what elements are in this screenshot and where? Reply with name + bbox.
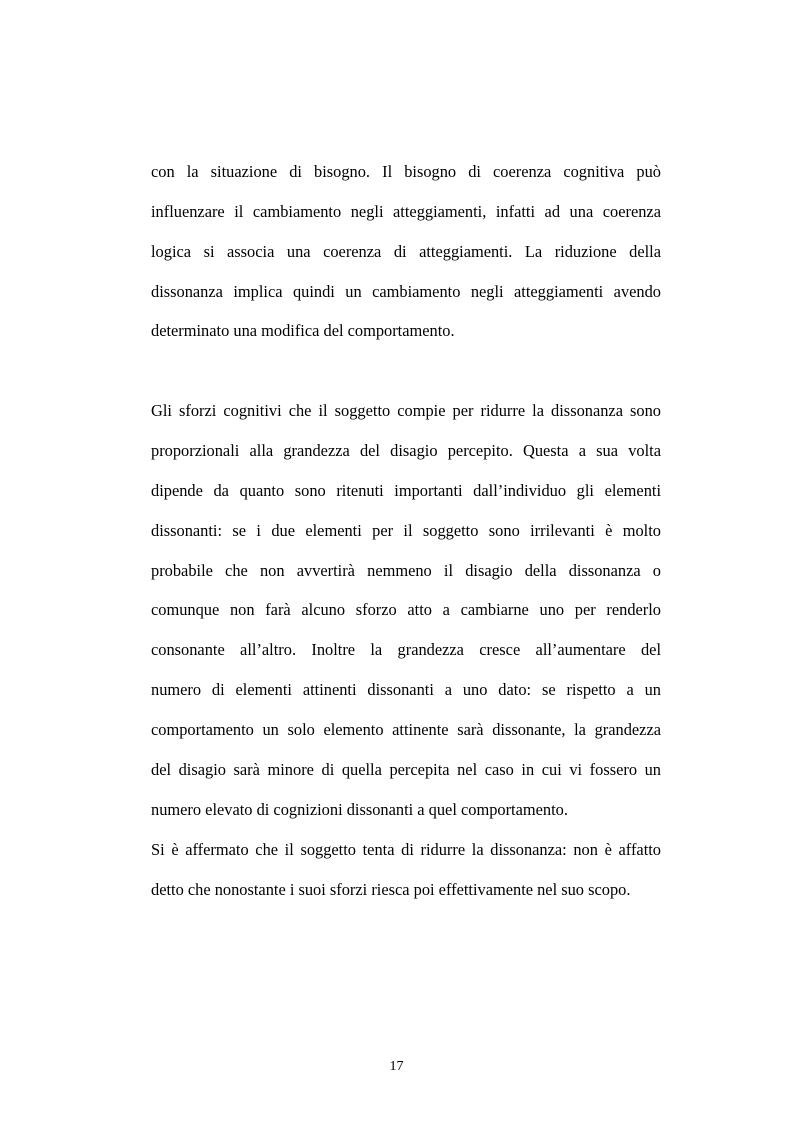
text-line: del disagio sarà minore di quella percepita nel caso in cui vi fossero un [151,760,661,779]
text-line: dissonanti: se i due elementi per il soggetto sono irrilevanti è molto [151,521,661,540]
text-line: dipende da quanto sono ritenuti importanti dall’individuo gli elementi [151,481,661,500]
text-line: Si è affermato che il soggetto tenta di ridurre la dissonanza: non è affatto [151,840,661,859]
text-line: consonante all’altro. Inoltre la grandezza cresce all’aumentare del [151,640,661,659]
text-line: determinato una modifica del comportamento. [151,321,455,340]
text-line: con la situazione di bisogno. Il bisogno di coerenza cognitiva può [151,162,661,181]
text-line: influenzare il cambiamento negli atteggiamenti, infatti ad una coerenza [151,202,661,221]
text-line: dissonanza implica quindi un cambiamento negli atteggiamenti avendo [151,282,661,301]
text-line: logica si associa una coerenza di atteggiamenti. La riduzione della [151,242,661,261]
text-line: comportamento un solo elemento attinente sarà dissonante, la grandezza [151,720,661,739]
text-line: proporzionali alla grandezza del disagio percepito. Questa a sua volta [151,441,661,460]
text-line: detto che nonostante i suoi sforzi riesca poi effettivamente nel suo scopo. [151,880,631,899]
text-line: comunque non farà alcuno sforzo atto a cambiarne uno per renderlo [151,600,661,619]
text-line: probabile che non avvertirà nemmeno il disagio della dissonanza o [151,561,661,580]
text-line: numero di elementi attinenti dissonanti a uno dato: se rispetto a un [151,680,661,699]
text-line: Gli sforzi cognitivi che il soggetto compie per ridurre la dissonanza sono [151,401,661,420]
page-number: 17 [389,1059,404,1074]
text-line: numero elevato di cognizioni dissonanti a quel comportamento. [151,800,568,819]
